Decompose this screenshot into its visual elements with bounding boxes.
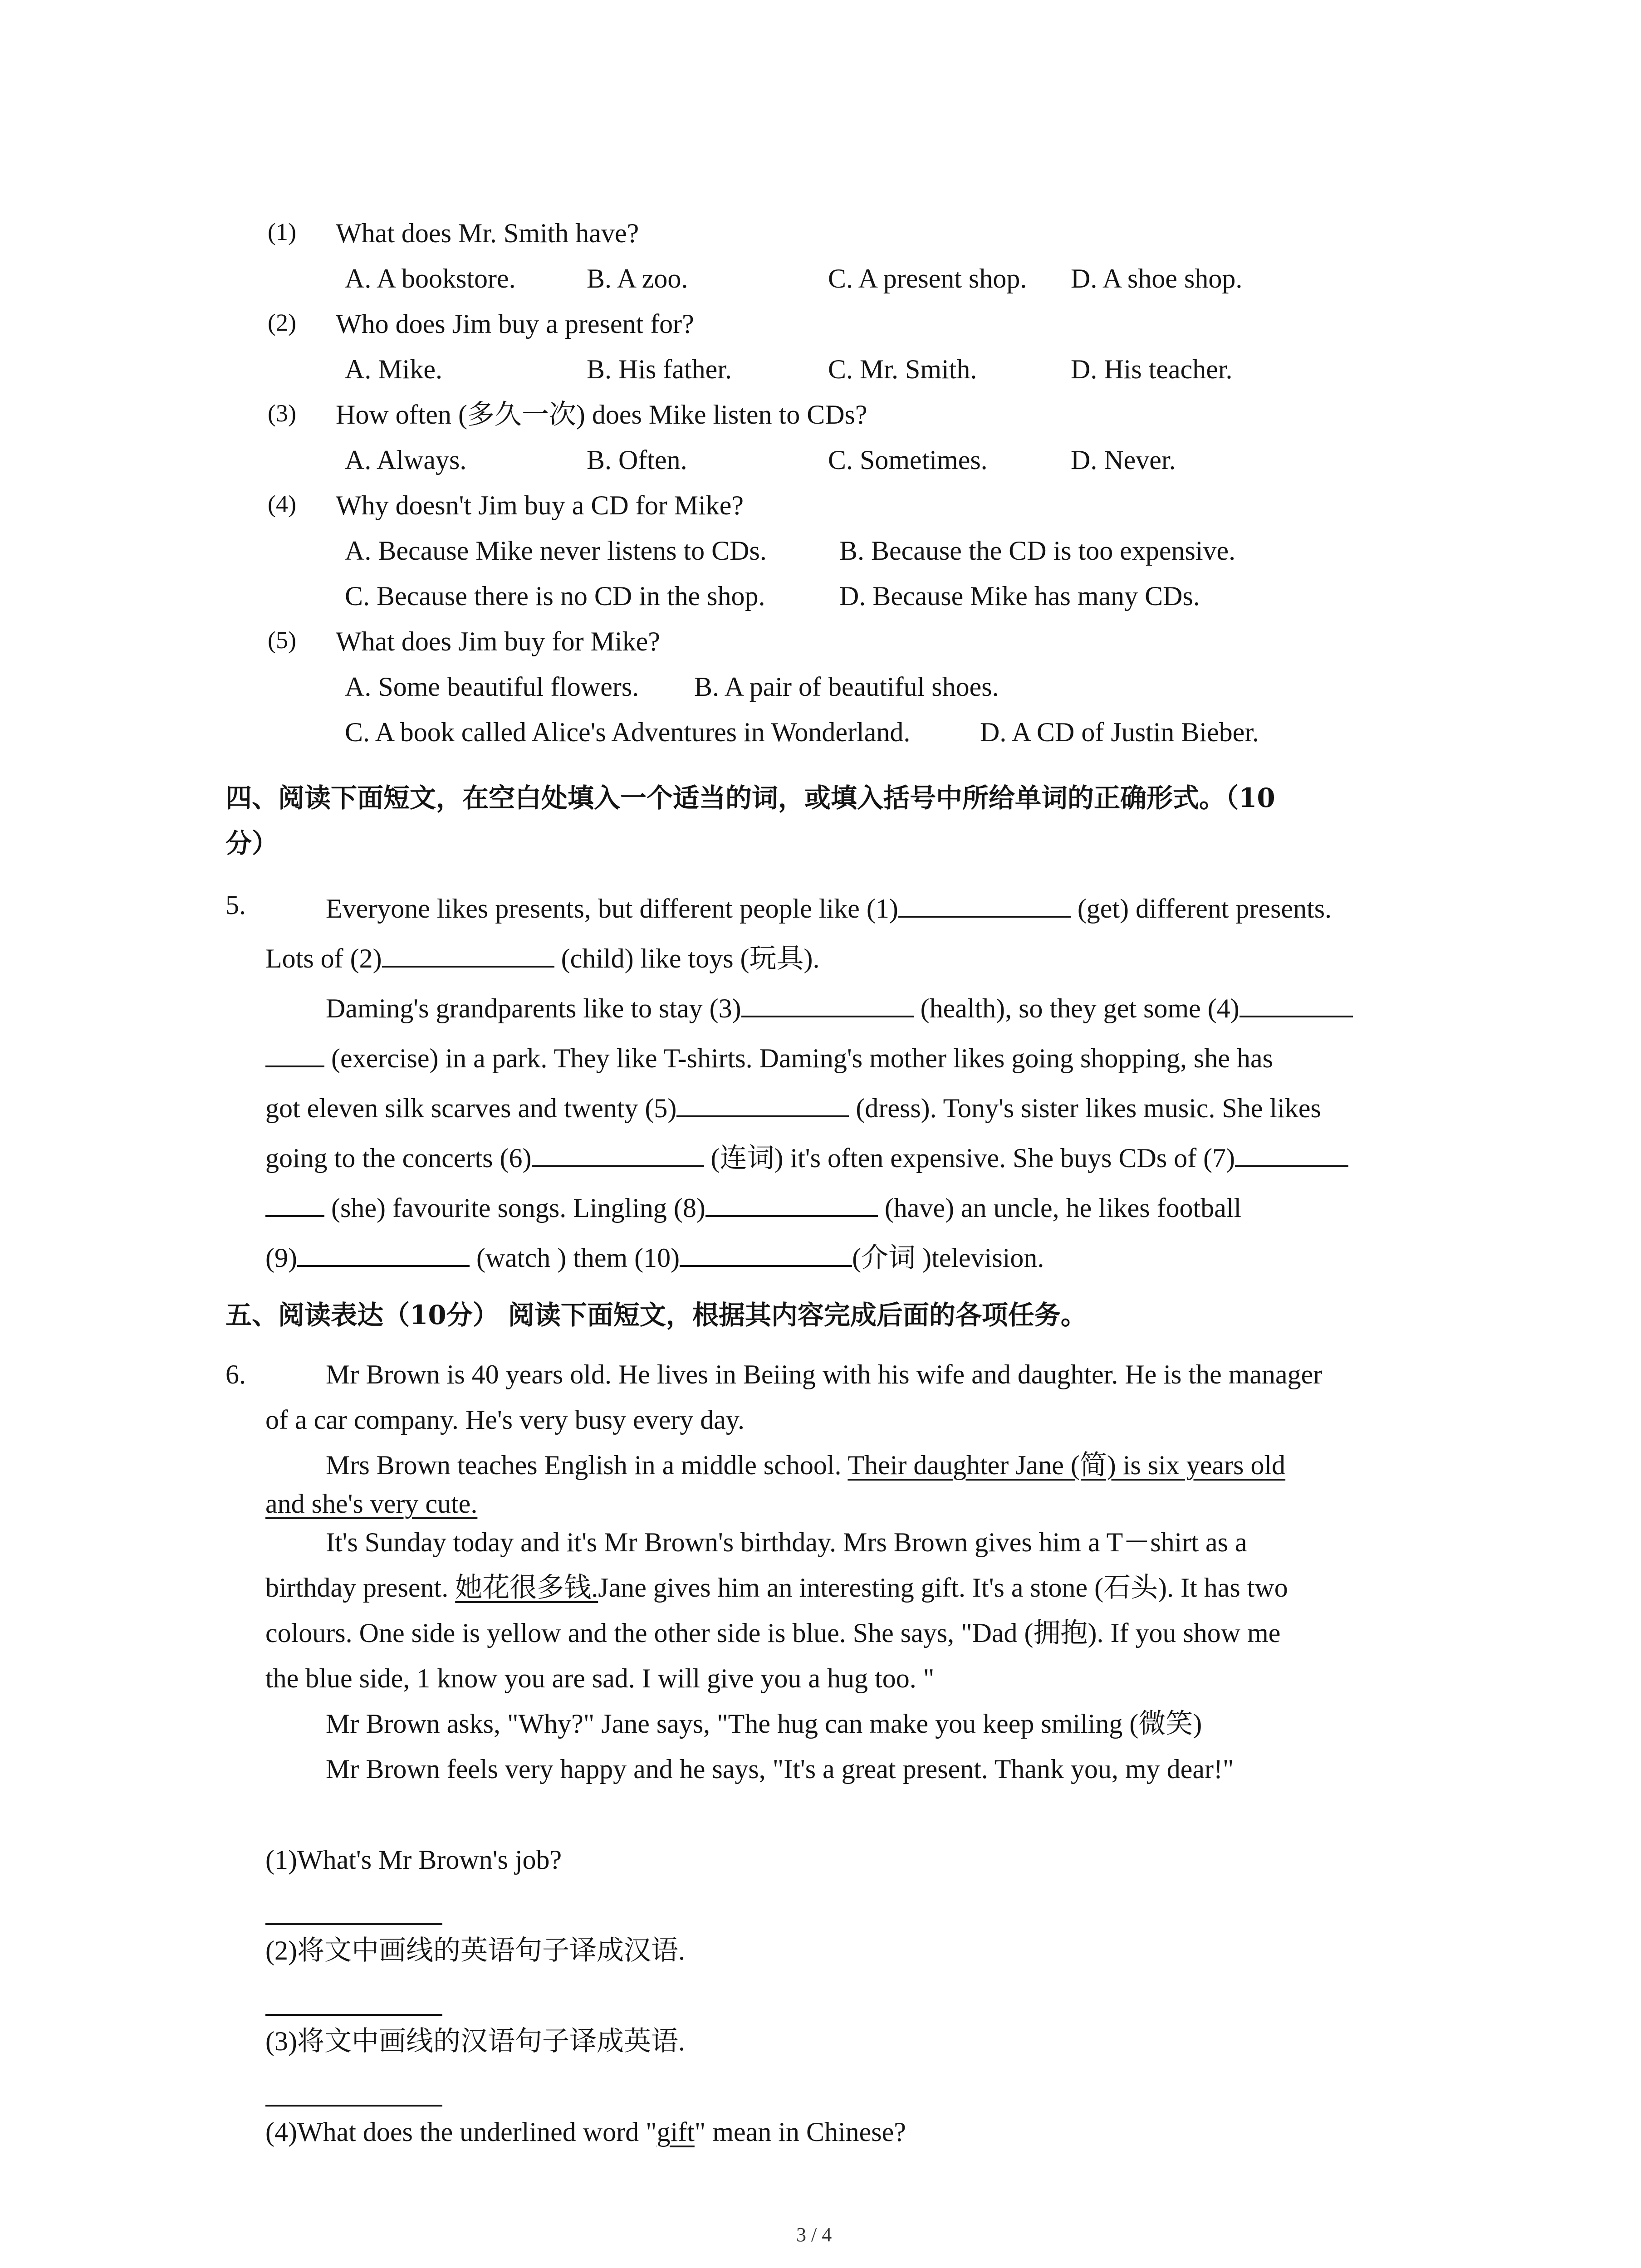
answer-line-2[interactable] — [265, 2014, 442, 2016]
answer-line-1[interactable] — [265, 1923, 442, 1925]
section4-heading: 四、阅读下面短文，在空白处填入一个适当的词，或填入括号中所给单词的正确形式。（10 — [225, 782, 1275, 813]
blank-7-cont[interactable] — [265, 1191, 324, 1217]
task-question-3: (3)将文中画线的汉语句子译成英语. — [265, 2026, 685, 2056]
blank-5[interactable] — [676, 1091, 849, 1117]
underlined-chinese-sentence: 她花很多钱. — [455, 1573, 598, 1603]
question-number: (3) — [268, 400, 296, 427]
blank-2[interactable] — [382, 941, 554, 968]
cloze-line-8: (9) (watch ) them (10) (介词 )television. — [265, 1241, 1044, 1271]
question-number: (2) — [268, 309, 296, 336]
section4-heading-cont: 分） — [225, 828, 279, 859]
blank-3[interactable] — [741, 991, 914, 1017]
passage-line: the blue side, 1 know you are sad. I will give you a hug too. " — [265, 1663, 935, 1693]
task-question-1: (1)What's Mr Brown's job? — [265, 1845, 562, 1875]
task-question-4: (4)What does the underlined word "gift" mean in Chinese? — [265, 2117, 906, 2147]
option-a: A. Because Mike never listens to CDs. — [345, 536, 767, 566]
option-d: D. Never. — [1071, 445, 1176, 475]
option-a: A. A bookstore. — [345, 264, 516, 293]
option-c: C. A book called Alice's Adventures in Wonderland. — [345, 717, 911, 747]
passage-line: birthday present. 她花很多钱.Jane gives him an interesting gift. It's a stone (石头). It has two — [265, 1573, 1288, 1603]
blank-4-cont[interactable] — [265, 1041, 324, 1067]
option-d: D. A shoe shop. — [1071, 264, 1243, 293]
blank-6[interactable] — [532, 1141, 704, 1167]
passage-line: Mr Brown asks, "Why?" Jane says, "The hug can make you keep smiling (微笑) — [326, 1709, 1202, 1739]
passage-line: Mr Brown is 40 years old. He lives in Beiing with his wife and daughter. He is the manager — [326, 1359, 1323, 1389]
option-d: D. A CD of Justin Bieber. — [980, 717, 1259, 747]
question-number: (5) — [268, 626, 296, 654]
passage-line: It's Sunday today and it's Mr Brown's birthday. Mrs Brown gives him a T－shirt as a — [326, 1527, 1247, 1557]
cloze-line-4: (exercise) in a park. They like T-shirts. Daming's mother likes going shopping, she has — [265, 1041, 1273, 1072]
cloze-line-6: going to the concerts (6) (连词) it's often expensive. She buys CDs of (7) — [265, 1141, 1348, 1172]
question-stem: Why doesn't Jim buy a CD for Mike? — [336, 490, 744, 520]
option-a: A. Mike. — [345, 354, 442, 384]
blank-9[interactable] — [297, 1241, 470, 1267]
cloze-line-5: got eleven silk scarves and twenty (5) (dress). Tony's sister likes music. She likes — [265, 1091, 1321, 1122]
option-c: C. Mr. Smith. — [828, 354, 977, 384]
cloze-line-1: Everyone likes presents, but different people like (1) (get) different presents. — [326, 891, 1332, 922]
cloze-line-7: (she) favourite songs. Lingling (8) (have) an uncle, he likes football — [265, 1191, 1241, 1222]
option-d: D. Because Mike has many CDs. — [839, 581, 1200, 611]
blank-1[interactable] — [898, 891, 1071, 918]
answer-line-3[interactable] — [265, 2105, 442, 2107]
blank-7[interactable] — [1235, 1141, 1348, 1167]
passage-line: Mr Brown feels very happy and he says, "It's a great present. Thank you, my dear!" — [326, 1754, 1234, 1784]
option-b: B. A pair of beautiful shoes. — [694, 672, 999, 702]
option-a: A. Always. — [345, 445, 467, 475]
question-number: 6. — [225, 1359, 246, 1389]
option-b: B. A zoo. — [587, 264, 688, 293]
question-stem: What does Mr. Smith have? — [336, 218, 639, 248]
blank-4[interactable] — [1239, 991, 1353, 1017]
question-number: 5. — [225, 890, 246, 920]
task-question-2: (2)将文中画线的英语句子译成汉语. — [265, 1936, 685, 1965]
question-number: (4) — [268, 490, 296, 518]
option-b: B. Often. — [587, 445, 687, 475]
passage-line: of a car company. He's very busy every day. — [265, 1405, 745, 1435]
page-number: 3 / 4 — [796, 2224, 832, 2246]
option-a: A. Some beautiful flowers. — [345, 672, 639, 702]
option-c: C. A present shop. — [828, 264, 1027, 293]
underlined-english-sentence-cont: and she's very cute. — [265, 1489, 478, 1519]
cloze-line-2: Lots of (2) (child) like toys (玩具). — [265, 941, 820, 972]
cloze-line-3: Daming's grandparents like to stay (3) (health), so they get some (4) — [326, 991, 1353, 1022]
blank-8[interactable] — [705, 1191, 878, 1217]
passage-line: Mrs Brown teaches English in a middle school. Their daughter Jane (简) is six years old — [326, 1450, 1286, 1480]
underlined-english-sentence: Their daughter Jane (简) is six years old — [847, 1450, 1286, 1480]
option-b: B. His father. — [587, 354, 732, 384]
question-stem: What does Jim buy for Mike? — [336, 626, 660, 656]
underlined-word-gift: gift — [656, 2117, 695, 2147]
option-c: C. Sometimes. — [828, 445, 988, 475]
section5-heading: 五、阅读表达（10分） 阅读下面短文，根据其内容完成后面的各项任务。 — [225, 1300, 1087, 1330]
passage-line: colours. One side is yellow and the other side is blue. She says, "Dad (拥抱). If you show me — [265, 1618, 1281, 1648]
option-c: C. Because there is no CD in the shop. — [345, 581, 765, 611]
option-b: B. Because the CD is too expensive. — [839, 536, 1236, 566]
question-stem: How often (多久一次) does Mike listen to CDs? — [336, 400, 867, 430]
question-number: (1) — [268, 218, 296, 245]
question-stem: Who does Jim buy a present for? — [336, 309, 694, 339]
option-d: D. His teacher. — [1071, 354, 1233, 384]
blank-10[interactable] — [680, 1241, 852, 1267]
